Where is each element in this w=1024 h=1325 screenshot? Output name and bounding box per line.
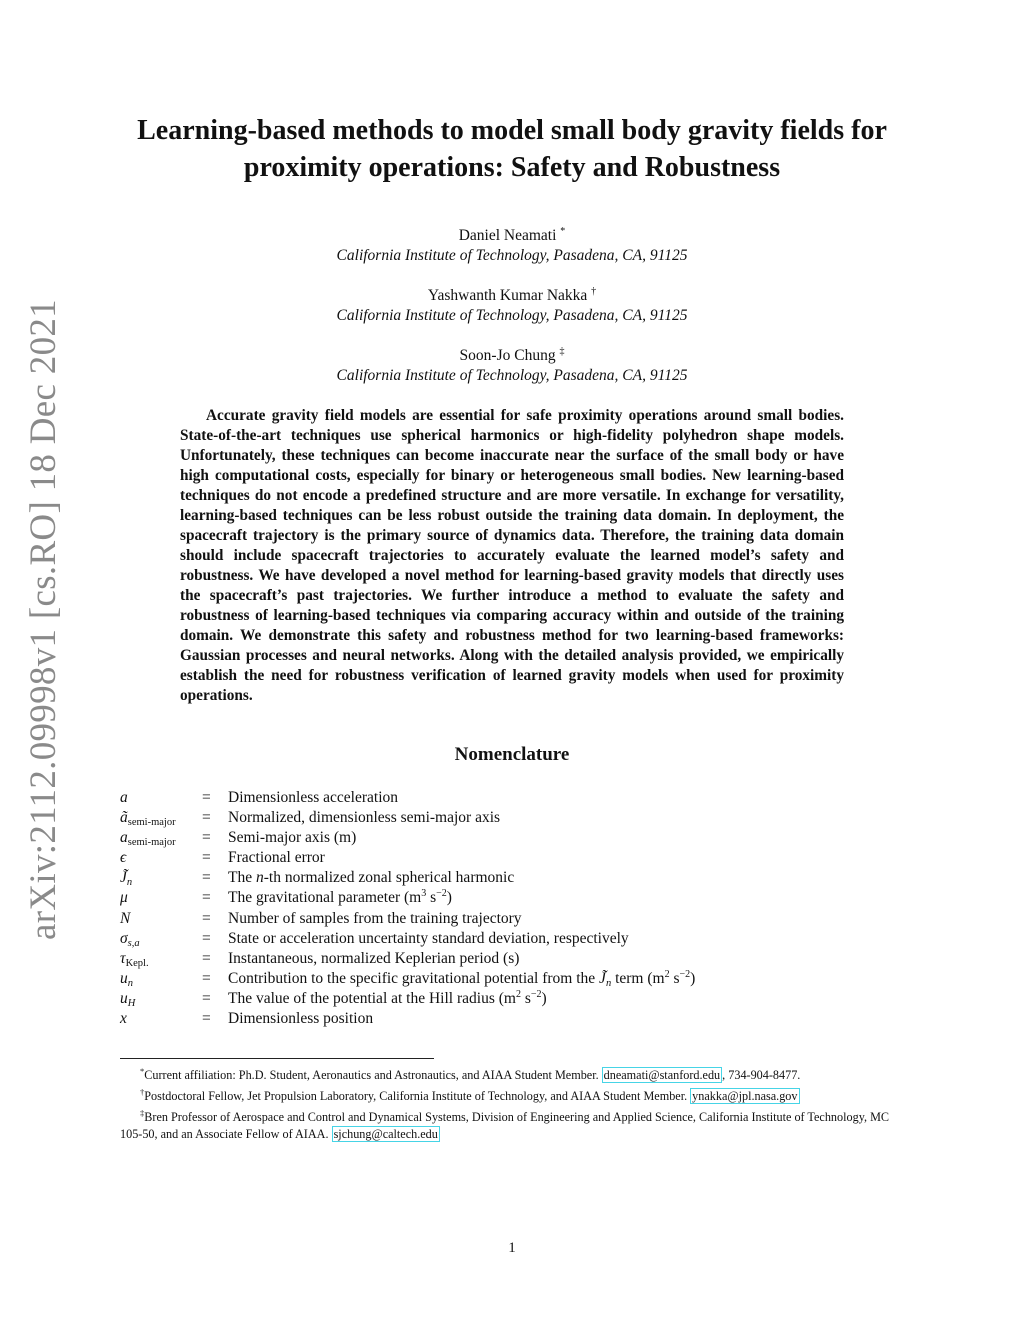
nomenclature-symbol: un — [120, 969, 133, 989]
nomenclature-definition: State or acceleration uncertainty standard deviation, respectively — [228, 929, 629, 947]
nomenclature-definition: Dimensionless acceleration — [228, 789, 399, 806]
author-affiliation: California Institute of Technology, Pasadena, CA, 91125 — [336, 367, 688, 385]
footnote-2: †Postdoctoral Fellow, Jet Propulsion Laboratory, California Institute of Technology, and AIAA Student Member. ynakka@jpl.nasa.gov — [140, 1087, 798, 1104]
nomenclature-definition: Fractional error — [228, 849, 325, 867]
equals-sign: = — [202, 1010, 211, 1028]
author-mark: † — [591, 286, 597, 297]
nomenclature-definition: The n-th normalized zonal spherical harmonic — [228, 869, 515, 887]
nomenclature-definition: Semi-major axis (m) — [228, 829, 357, 847]
equals-sign: = — [202, 869, 211, 887]
nomenclature-symbol: N — [120, 909, 131, 927]
footnote-1: *Current affiliation: Ph.D. Student, Aeronautics and Astronautics, and AIAA Student Member. dneamati@stanford.edu , 734-904-8477. — [140, 1066, 801, 1083]
nomenclature-symbol: a — [120, 789, 128, 806]
footnote-3: ‡Bren Professor of Aerospace and Control and Dynamical Systems, Division of Engineering and Applied Science, California Institute of Technology, MC 105-50, and an Associate Fellow of AIAA. sjchung@caltech.edu — [120, 1108, 890, 1142]
author-affiliation: California Institute of Technology, Pasadena, CA, 91125 — [336, 307, 688, 325]
nomenclature-symbol: $a_{semi-major}$ — [120, 829, 176, 849]
nomenclature-definition: Dimensionless position — [228, 1010, 374, 1028]
equals-sign: = — [202, 989, 211, 1007]
arxiv-identifier-stamp: arXiv:2112.09998v1 [cs.RO] 18 Dec 2021 — [23, 299, 64, 940]
equals-sign: = — [202, 969, 211, 987]
author-mark: ‡ — [559, 346, 565, 357]
footnotes — [120, 1063, 904, 1143]
nomenclature-row — [120, 989, 900, 1009]
nomenclature-row — [120, 909, 900, 929]
equals-sign: = — [202, 929, 211, 947]
author-block-3 — [200, 342, 824, 386]
paper-title — [100, 112, 924, 186]
abstract: Accurate gravity field models are essential for safe proximity operations around small bodies. State-of-the-art techniques use spherical harmonics or high-fidelity polyhedron shape models. Unfortunately, these techniques can become inaccurate near the surface of the small body or have high computational costs, especially for binary or heterogeneous small bodies. New learning-based techniques do not encode a predefined structure and are more versatile. In exchange for versatility, learning-based techniques can be less robust outside the training data domain. In deployment, the spacecraft trajectory is the primary source of dynamics data. Therefore, the training data domain should include spacecraft trajectories to accurately evaluate the learned model’s safety and robustness. We have developed a novel method for learning-based gravity models that directly uses the spacecraft’s past trajectories. We further introduce a method to evaluate the safety and robustness of learning-based techniques via comparing accuracy within and outside of the training domain. We demonstrate this safety and robustness method for two learning-based frameworks: Gaussian processes and neural networks. Along with the detailed analysis provided, we empirically establish the need for robustness verification of learned gravity models when used for proximity operations. — [180, 407, 844, 704]
equals-sign: = — [202, 949, 211, 967]
nomenclature-definition: Instantaneous, normalized Keplerian period (s) — [228, 949, 520, 967]
nomenclature-row — [120, 788, 900, 808]
author-name: Yashwanth Kumar Nakka — [427, 287, 588, 305]
nomenclature-symbol: ϵ — [120, 849, 127, 867]
nomenclature-row — [120, 868, 900, 888]
nomenclature-row — [120, 949, 900, 969]
nomenclature-row — [120, 1009, 900, 1029]
nomenclature-definition: The value of the potential at the Hill radius ($m^2$ $s^{-2}$) — [228, 988, 547, 1007]
email-link-nakka[interactable]: ynakka@jpl.nasa.gov — [692, 1089, 798, 1104]
nomenclature-definition: Normalized, dimensionless semi-major axis — [228, 809, 501, 827]
equals-sign: = — [202, 849, 211, 867]
nomenclature-symbol: $\tau_{Kepl.}$ — [120, 949, 149, 969]
nomenclature-row — [120, 929, 900, 949]
nomenclature-row — [120, 848, 900, 868]
email-link-neamati[interactable]: dneamati@stanford.edu — [603, 1068, 721, 1083]
equals-sign: = — [202, 889, 211, 907]
equals-sign: = — [202, 829, 211, 847]
footnote-divider — [120, 1058, 434, 1059]
equals-sign: = — [202, 809, 211, 827]
nomenclature-row — [120, 828, 900, 848]
author-name: Daniel Neamati — [458, 227, 557, 245]
nomenclature-symbol: x — [120, 1010, 127, 1028]
email-link-chung[interactable]: sjchung@caltech.edu — [333, 1127, 438, 1142]
nomenclature-definition: The gravitational parameter ($m^3$ $s^{-2}$) — [228, 888, 452, 907]
equals-sign: = — [202, 789, 211, 806]
title-line-1: Learning-based methods to model small body gravity fields for — [137, 115, 887, 146]
nomenclature-list — [120, 788, 900, 1029]
author-name: Soon-Jo Chung — [459, 347, 556, 365]
author-affiliation: California Institute of Technology, Pasadena, CA, 91125 — [336, 247, 688, 265]
equals-sign: = — [202, 909, 211, 927]
nomenclature-row — [120, 888, 900, 908]
author-mark: * — [560, 226, 566, 237]
nomenclature-row — [120, 808, 900, 828]
nomenclature-symbol: J̃n — [120, 869, 133, 889]
author-block-2 — [200, 282, 824, 326]
nomenclature-symbol: $ã_{semi-major}$ — [120, 809, 176, 829]
nomenclature-symbol: uH — [120, 989, 136, 1009]
nomenclature-symbol: μ — [120, 889, 128, 907]
nomenclature-definition: Contribution to the specific gravitational potential from the J̃n term ($m^2$ $s^{-2}$) — [228, 968, 696, 989]
nomenclature-symbol: σs,a — [120, 929, 140, 949]
nomenclature-row — [120, 969, 900, 989]
nomenclature-definition: Number of samples from the training trajectory — [228, 909, 522, 927]
author-block-1 — [200, 222, 824, 266]
page-number: 1 — [508, 1240, 516, 1256]
title-line-2: proximity operations: Safety and Robustness — [243, 152, 781, 183]
nomenclature-heading: Nomenclature — [454, 744, 570, 765]
